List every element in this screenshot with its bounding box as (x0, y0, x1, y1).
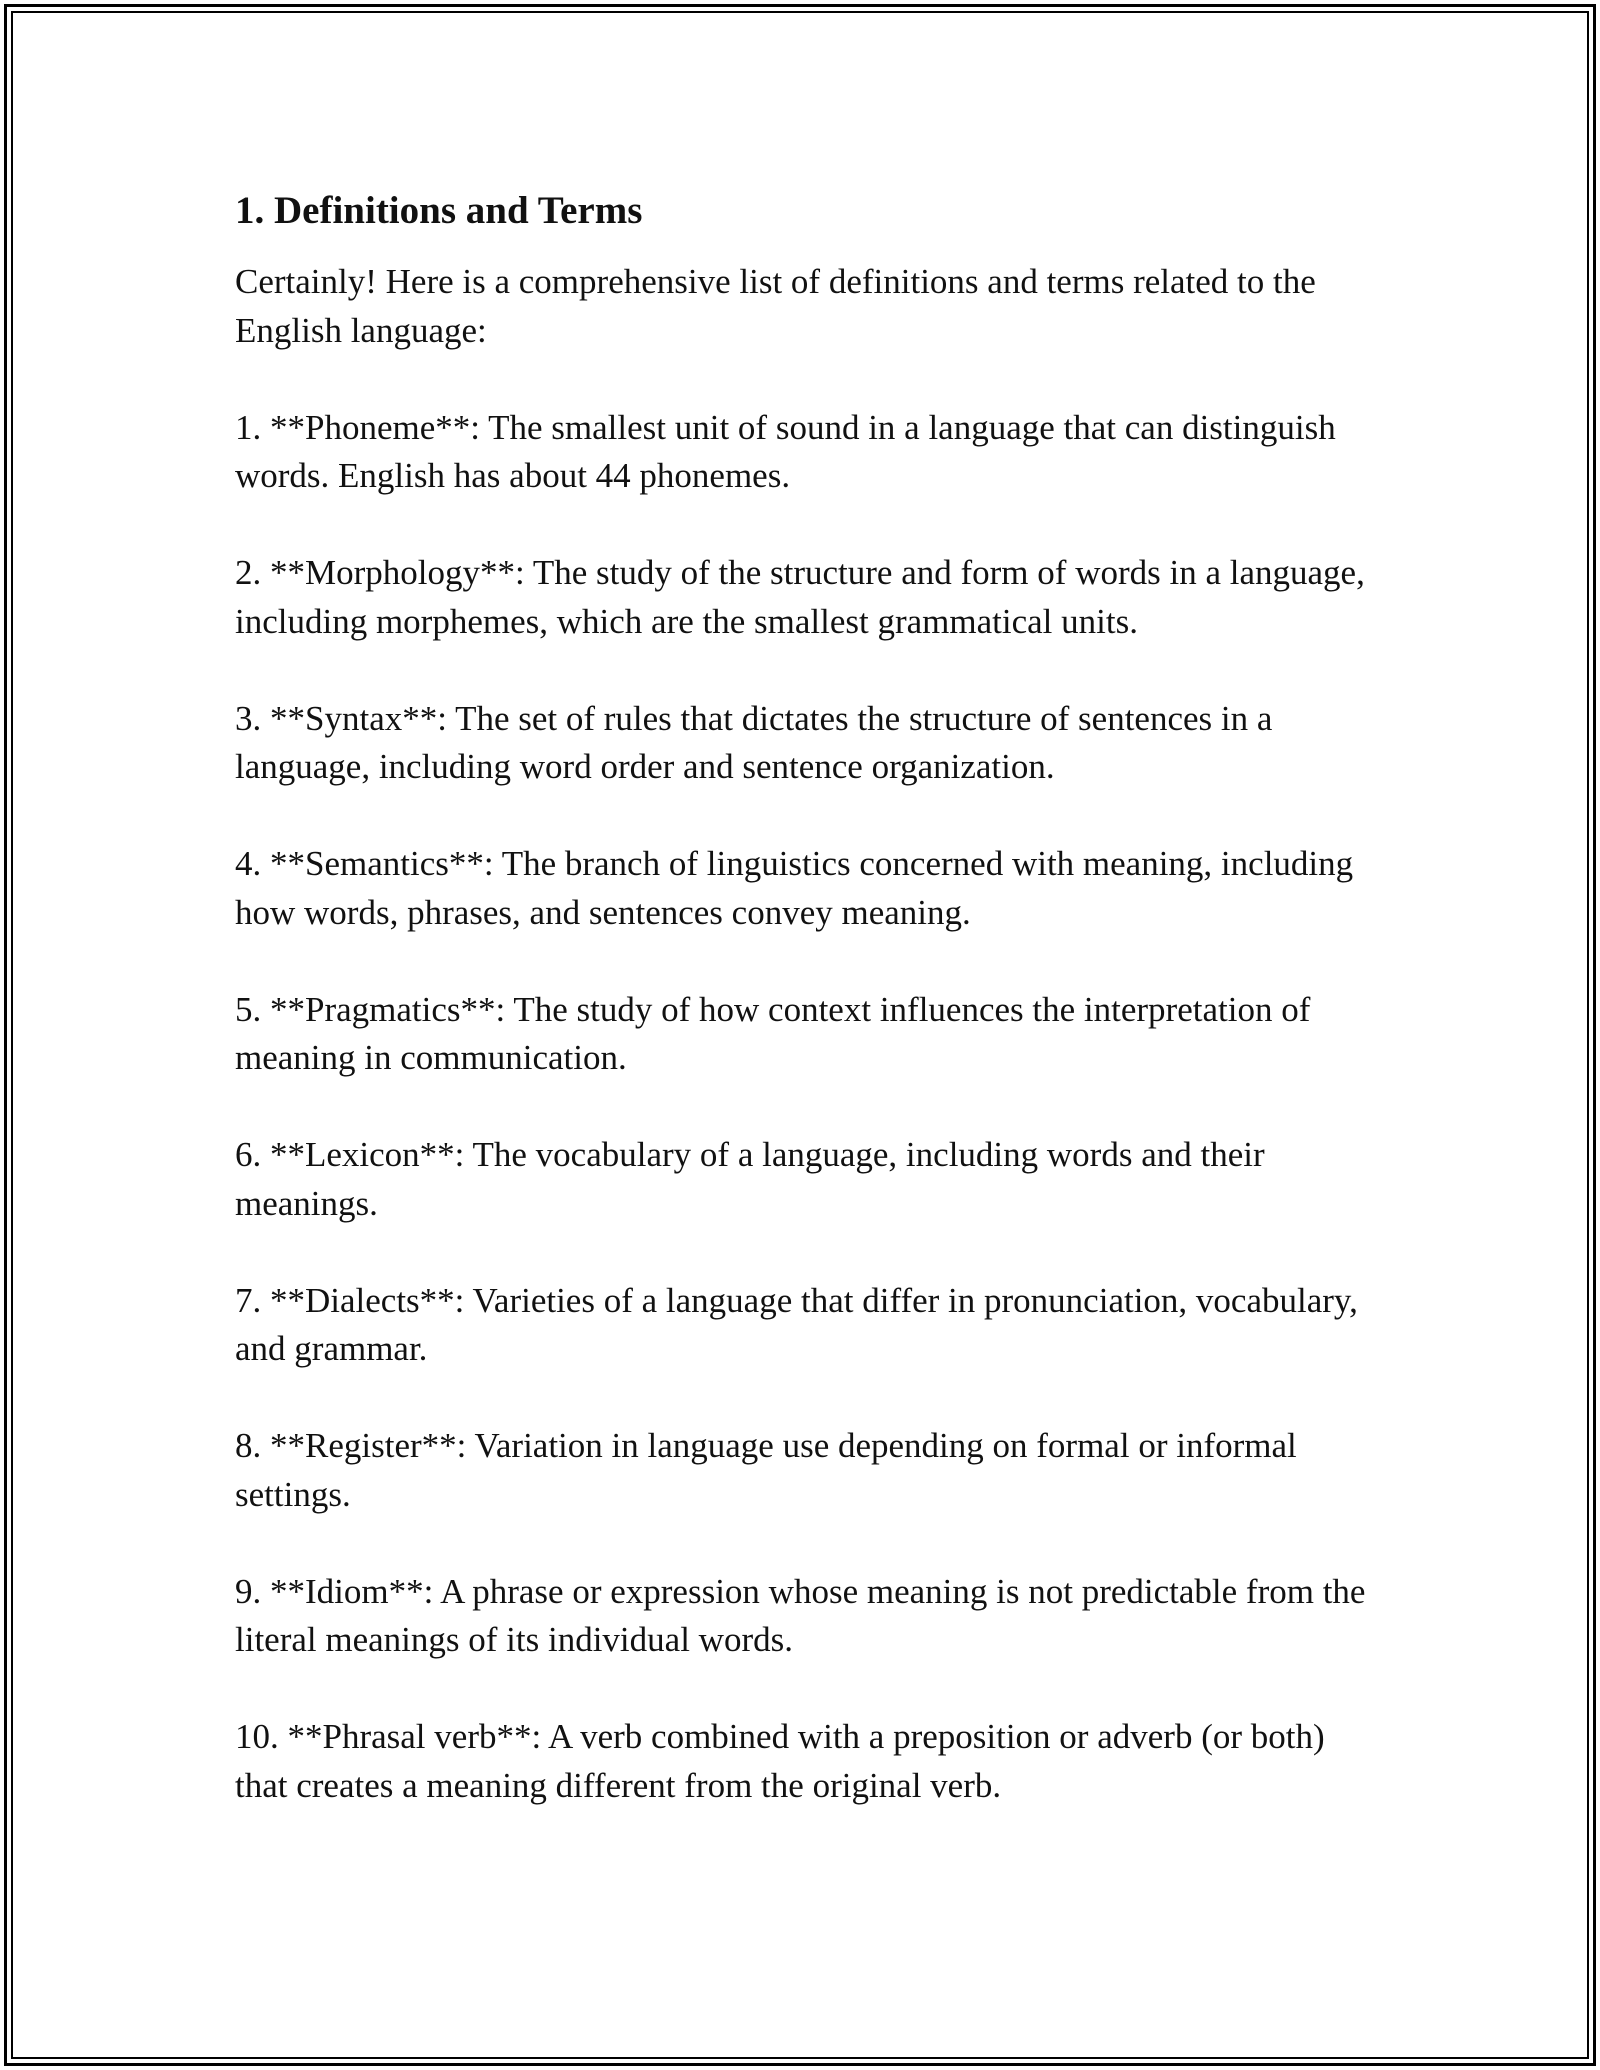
definition-morphology: 2. **Morphology**: The study of the structure and form of words in a language, including morphemes, which are the smallest grammatical units. (235, 553, 1365, 641)
document-body (235, 186, 1375, 1859)
definition-phoneme: 1. **Phoneme**: The smallest unit of sound in a language that can distinguish words. English has about 44 phonemes. (235, 407, 1336, 495)
definition-syntax: 3. **Syntax**: The set of rules that dictates the structure of sentences in a language, including word order and sentence organization. (235, 698, 1273, 786)
intro-paragraph: Certainly! Here is a comprehensive list of definitions and terms related to the English language: (235, 262, 1316, 350)
definition-pragmatics: 5. **Pragmatics**: The study of how context influences the interpretation of meaning in communication. (235, 989, 1311, 1077)
definition-dialects: 7. **Dialects**: Varieties of a language that differ in pronunciation, vocabulary, and grammar. (235, 1280, 1358, 1368)
section-heading: 1. Definitions and Terms (235, 189, 643, 232)
definition-semantics: 4. **Semantics**: The branch of linguistics concerned with meaning, including how words, phrases, and sentences convey meaning. (235, 844, 1354, 932)
definition-idiom: 9. **Idiom**: A phrase or expression whose meaning is not predictable from the literal meanings of its individual words. (235, 1571, 1366, 1659)
definition-register: 8. **Register**: Variation in language use depending on formal or informal settings. (235, 1426, 1297, 1514)
definition-phrasal-verb: 10. **Phrasal verb**: A verb combined with a preposition or adverb (or both) that creates a meaning different from the original verb. (235, 1717, 1325, 1805)
definition-lexicon: 6. **Lexicon**: The vocabulary of a language, including words and their meanings. (235, 1135, 1265, 1223)
